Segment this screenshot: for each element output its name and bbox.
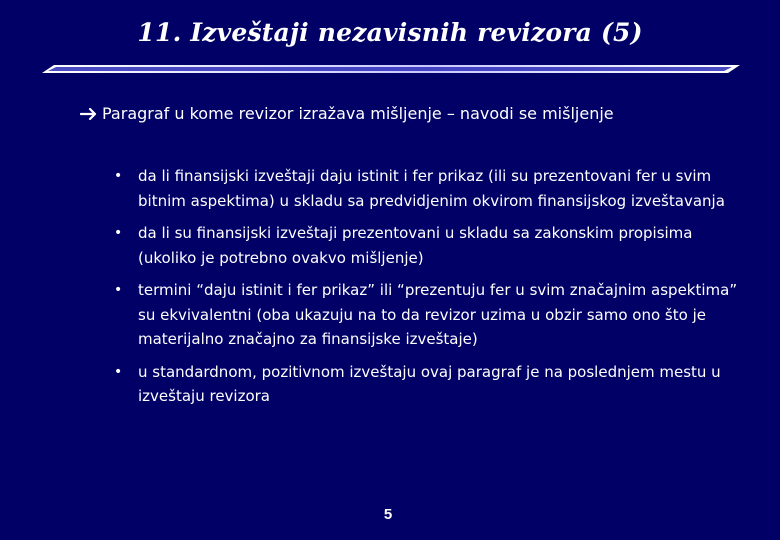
page-number: 5 [383,506,393,523]
bullet-item [112,164,752,213]
bullet-item [112,278,752,352]
bullet-dot: • [114,225,123,241]
headline [80,104,614,123]
bullet-dot: • [114,363,123,380]
bullet-text: da li su finansijski izveštaji prezentovani u skladu sa zakonskim propisima (ukoliko je potrebno ovakvo mišljenje) [138,224,693,267]
bullet-dot: • [114,282,123,298]
bullet-list [112,164,752,417]
headline-text: Paragraf u kome revizor izražava mišljenje – navodi se mišljenje [102,104,614,123]
slide-title: 11. Izveštaji nezavisnih revizora (5) [137,18,643,47]
bullet-dot: • [114,168,123,184]
right-arrow-icon [80,107,98,121]
bullet-text: u standardnom, pozitivnom izveštaju ovaj paragraf je na poslednjem mestu u izveštaju revizora [138,362,721,405]
bullet-text: termini “daju istinit i fer prikaz” ili “prezentuju fer u svim značajnim aspektima” su ekvivalentni (oba ukazuju na to da revizor uzima u obzir samo ono što je materijalno značajno za finansijske izveštaje) [138,281,738,348]
bullet-text: da li finansijski izveštaji daju istinit i fer prikaz (ili su prezentovani fer u svim bitnim aspektima) u skladu sa predvidjenim okvirom finansijskog izveštavanja [138,167,725,210]
bullet-item [112,360,752,409]
title-divider [42,64,740,74]
bullet-item [112,221,752,270]
